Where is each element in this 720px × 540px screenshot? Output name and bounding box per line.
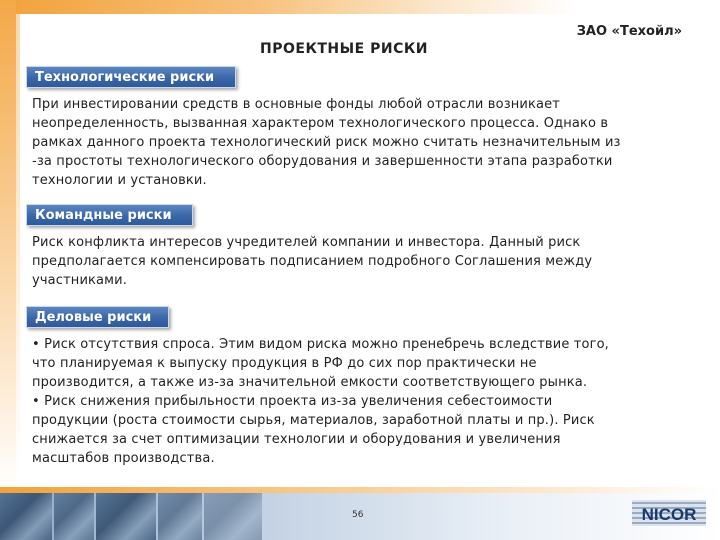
nicor-logo: [632, 500, 706, 526]
section-text-team: [32, 233, 692, 290]
text-line: масштабов производства.: [32, 451, 215, 466]
company-name: ЗАО «Техойл»: [576, 24, 682, 39]
text-line: участниками.: [32, 273, 128, 288]
footer-photo: [204, 493, 262, 540]
footer-photo: [0, 493, 52, 540]
footer-photo: [158, 493, 202, 540]
section-tag-business: Деловые риски: [26, 306, 169, 328]
text-line: рамках данного проекта технологический риск можно считать незначительным из: [32, 135, 621, 150]
text-line: Риск конфликта интересов учредителей компании и инвестора. Данный риск: [32, 235, 581, 250]
logo-text: NICOR: [641, 505, 697, 524]
text-line: производится, а также из-за значительной емкости соответствующего рынка.: [32, 375, 588, 390]
text-line: • Риск отсутствия спроса. Этим видом риска можно пренебречь вследствие того,: [32, 337, 609, 352]
text-line: предполагается компенсировать подписанием подробного Соглашения между: [32, 254, 593, 269]
text-line: неопределенность, вызванная характером технологического процесса. Однако в: [32, 116, 609, 131]
text-line: продукции (роста стоимости сырья, материалов, заработной платы и пр.). Риск: [32, 413, 595, 428]
section-text-business: [32, 335, 692, 468]
text-line: снижается за счет оптимизации технологии и оборудования и увеличения: [32, 432, 561, 447]
footer-photo: [54, 493, 94, 540]
page-title: ПРОЕКТНЫЕ РИСКИ: [260, 41, 429, 57]
left-accent-bar: [0, 0, 16, 490]
page-number: 56: [352, 510, 364, 520]
section-text-technological: [32, 95, 692, 190]
footer-photo: [96, 493, 156, 540]
text-line: • Риск снижения прибыльности проекта из-за увеличения себестоимости: [32, 394, 553, 409]
left-accent-inner: [16, 14, 20, 474]
text-line: -за простоты технологического оборудования и завершенности этапа разработки: [32, 154, 613, 169]
text-line: При инвестировании средств в основные фонды любой отрасли возникает: [32, 97, 561, 112]
section-tag-technological: Технологические риски: [26, 66, 236, 88]
text-line: что планируемая к выпуску продукция в РФ до сих пор практически не: [32, 356, 537, 371]
section-tag-team: Командные риски: [26, 204, 193, 226]
top-accent-bar: [0, 0, 720, 14]
text-line: технологии и установки.: [32, 173, 207, 188]
